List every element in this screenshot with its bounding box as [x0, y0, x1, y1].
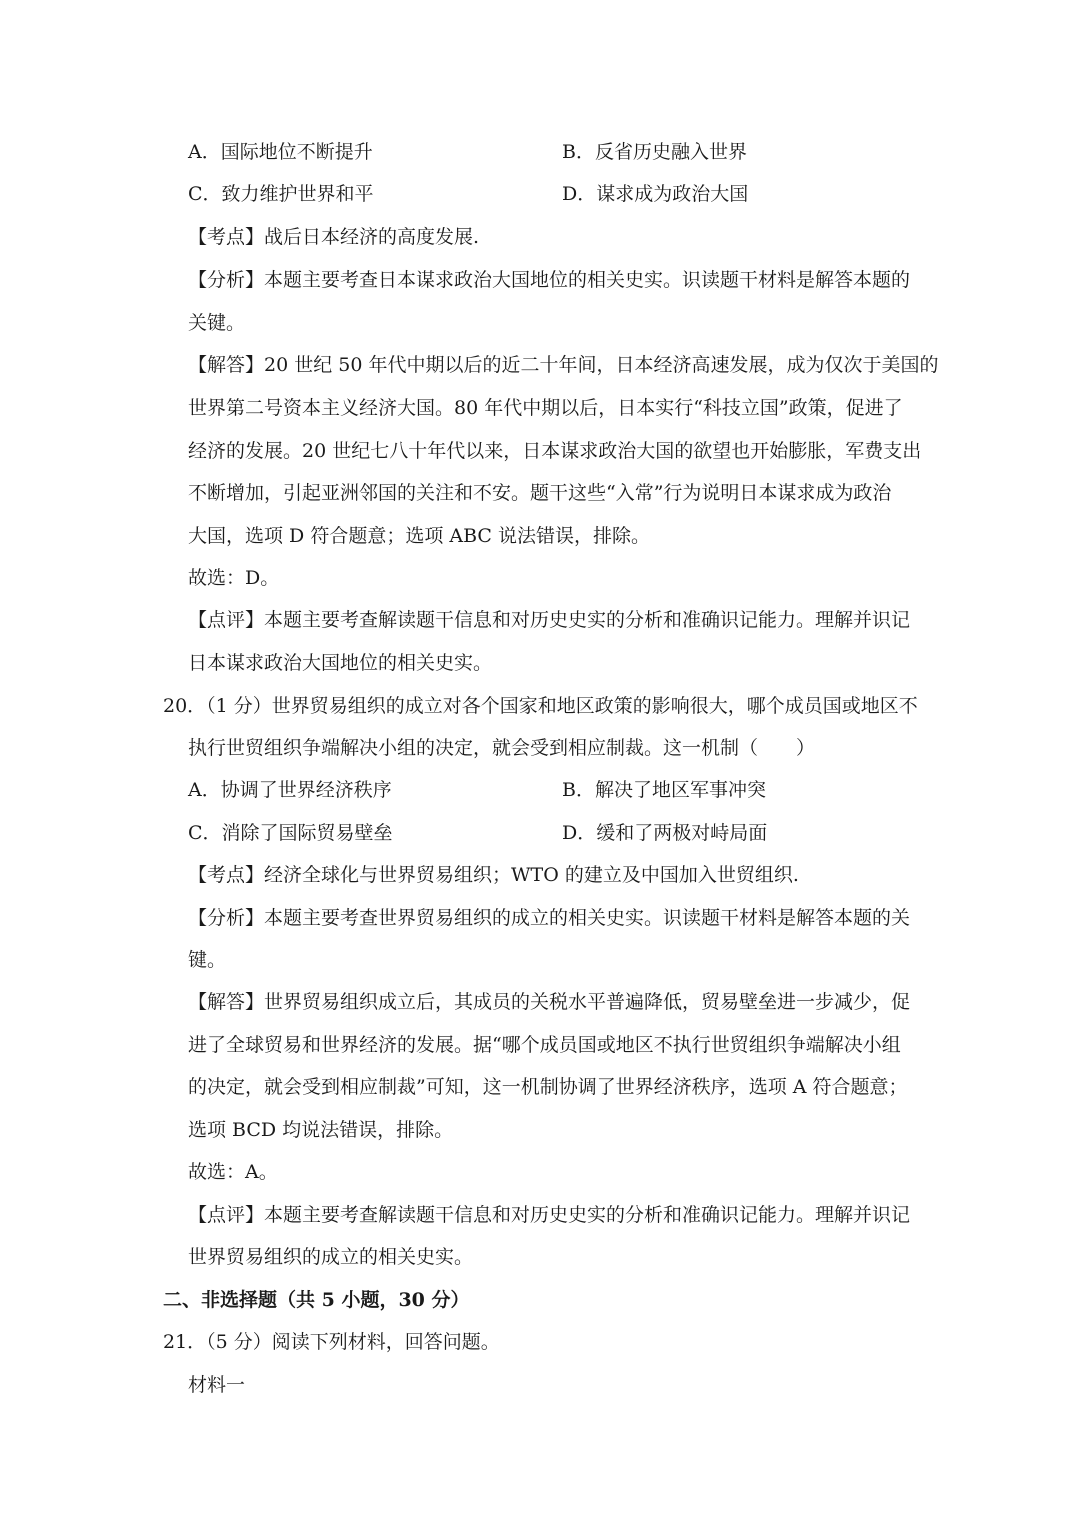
q19-fenxi-line: 【分析】本题主要考查日本谋求政治大国地位的相关史实。识读题干材料是解答本题的 [188, 269, 911, 291]
q19-jieda-line: 经济的发展。20 世纪七八十年代以来，日本谋求政治大国的欲望也开始膨胀，军费支出 [188, 440, 922, 462]
q19-dianping-line: 日本谋求政治大国地位的相关史实。 [188, 652, 493, 674]
q19-dianping-line: 【点评】本题主要考查解读题干信息和对历史史实的分析和准确识记能力。理解并识记 [188, 609, 911, 631]
section-heading: 二、非选择题（共 5 小题，30 分） [163, 1289, 470, 1311]
q20-option-d: D．缓和了两极对峙局面 [562, 822, 768, 844]
q20-option-a: A．协调了世界经济秩序 [188, 779, 392, 801]
q19-option-d: D．谋求成为政治大国 [562, 183, 749, 205]
q19-guxuan: 故选：D。 [188, 567, 280, 589]
q20-kaodian: 【考点】经济全球化与世界贸易组织；WTO 的建立及中国加入世贸组织. [188, 864, 799, 886]
q20-jieda-line: 选项 BCD 均说法错误，排除。 [188, 1119, 454, 1141]
q20-dianping-line: 【点评】本题主要考查解读题干信息和对历史史实的分析和准确识记能力。理解并识记 [188, 1204, 911, 1226]
q20-option-c: C．消除了国际贸易壁垒 [188, 822, 393, 844]
q20-fenxi-line: 键。 [188, 949, 227, 971]
q19-jieda-line: 世界第二号资本主义经济大国。80 年代中期以后，日本实行“科技立国”政策，促进了 [188, 397, 903, 419]
q19-option-b: B．反省历史融入世界 [562, 141, 747, 163]
q20-guxuan: 故选：A。 [188, 1161, 278, 1183]
q19-option-c: C．致力维护世界和平 [188, 183, 374, 205]
q19-jieda-line: 大国，选项 D 符合题意；选项 ABC 说法错误，排除。 [188, 525, 650, 547]
q19-jieda-line: 不断增加，引起亚洲邻国的关注和不安。题干这些“入常”行为说明日本谋求成为政治 [188, 482, 892, 504]
q21-material-label: 材料一 [188, 1374, 246, 1396]
q20-jieda-line: 的决定，就会受到相应制裁”可知，这一机制协调了世界经济秩序，选项 A 符合题意； [188, 1076, 908, 1098]
q19-option-a: A．国际地位不断提升 [188, 141, 373, 163]
q20-dianping-line: 世界贸易组织的成立的相关史实。 [188, 1246, 474, 1268]
q20-jieda-line: 进了全球贸易和世界经济的发展。据“哪个成员国或地区不执行世贸组织争端解决小组 [188, 1034, 901, 1056]
q19-kaodian: 【考点】战后日本经济的高度发展. [188, 226, 480, 248]
q21-stem: 21．（5 分）阅读下列材料，回答问题。 [163, 1331, 500, 1353]
q19-fenxi-line: 关键。 [188, 312, 246, 334]
q20-stem-line: 20．（1 分）世界贸易组织的成立对各个国家和地区政策的影响很大，哪个成员国或地区不 [163, 695, 918, 717]
q19-jieda-line: 【解答】20 世纪 50 年代中期以后的近二十年间，日本经济高速发展，成为仅次于美国的 [188, 354, 939, 376]
q20-stem-line: 执行世贸组织争端解决小组的决定，就会受到相应制裁。这一机制（ ） [188, 737, 816, 759]
q20-jieda-line: 【解答】世界贸易组织成立后，其成员的关税水平普遍降低，贸易壁垒进一步减少，促 [188, 991, 911, 1013]
q20-option-b: B．解决了地区军事冲突 [562, 779, 766, 801]
q20-fenxi-line: 【分析】本题主要考查世界贸易组织的成立的相关史实。识读题干材料是解答本题的关 [188, 907, 911, 929]
